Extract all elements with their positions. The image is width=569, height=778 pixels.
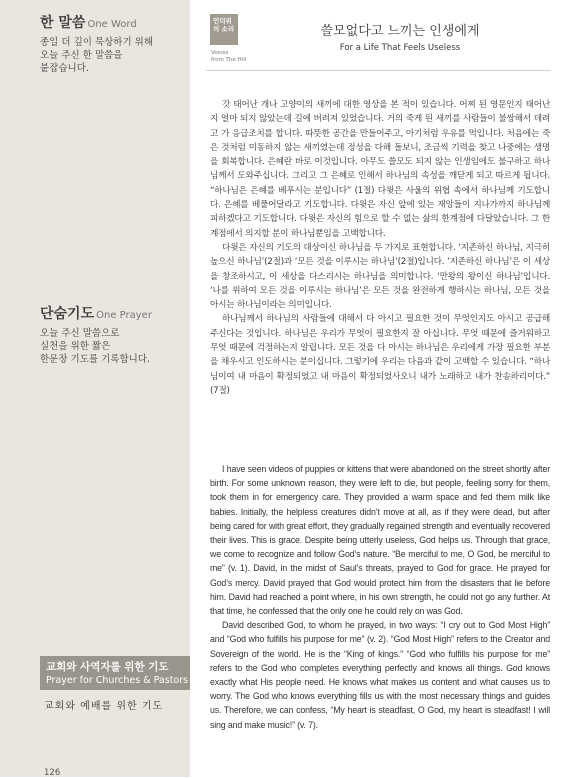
- english-body: [210, 462, 550, 732]
- section-badge: 언덕위의 소리: [210, 14, 238, 45]
- church-prayer-title-en: Prayer for Churches & Pastors: [46, 675, 189, 686]
- article-subtitle: For a Life That Feels Useless: [339, 43, 461, 53]
- korean-paragraph: 갓 태어난 개나 고양이의 새끼에 대한 영상을 본 적이 있습니다. 어찌 된 영문인지 태어난 지 얼마 되지 않았는데 길에 버려져 있었습니다. 거의 죽게 된 새끼를 사람들이 불쌍해서 데려고 가 응급조치를 합니다. 따뜻한 공간을 만들어주고, 아기처럼 우유를 먹입니다. 처음에는 죽은 것처럼 미동하지 않는 새끼였는데 정성을 다해 돌보니, 조금씩 기력을 찾고 나중에는 생명을 회복합니다. 은혜란 바로 이것입니다. 아무도 쓸모도 되지 않는 인생임에도 불구하고 하나님께서 도와주십니다. 그리고 그 은혜로 인해서 하나님의 속성을 깨닫게 되고 따르게 됩니다. “하나님은 은혜를 베푸시는 분입니다” (1절) 다윗은 사울의 위협 속에서 하나님께 기도합니다. 은혜를 베풀어달라고 기도합니다. 다윗은 자신 앞에 있는 재앙들이 지나가까지 하나님께 피하겠다고 기도합니다. 다윗은 자신의 힘으로 할 수 없는 삶의 한계점에 다달았습니다. 그 한계점에서 의지할 분이 하나님뿐임을 고백합니다.: [210, 100, 550, 239]
- one-word-title-ko: 한 말씀: [40, 15, 86, 31]
- english-paragraph: David described God, to whom he prayed, in two ways: “I cry out to God Most High” and “God who fulfills his purpose for me” (v. 2). “God Most High” refers to the Creator and Sovereign of the world. He is the “King of kings.” “God who fulfills his purpose for me” refers to the God who completes everything perfectly and knows all things. God knows exactly what His people need. He knows what makes us content and what causes us to worry. The God who knows everything fills us with the most necessary things and guides us. Therefore, we can confess, “My heart is steadfast, O God, my heart is steadfast! I will sing and make music!” (v. 7).: [210, 620, 550, 730]
- one-prayer-description: [40, 327, 152, 366]
- sidebar: [0, 0, 190, 777]
- header-divider: [206, 70, 551, 71]
- one-prayer-title: [40, 303, 152, 323]
- korean-paragraph: 하나님께서 하나님의 사람들에 대해서 다 아시고 필요한 것이 무엇인지도 아시고 공급해 주신다는 것입니다. 하나님은 우리가 무엇이 필요한지 잘 아십니다. 무엇 때문에 즐거워하고 무엇 때문에 걱정하는지 알립니다. 모든 것을 다 아시는 하나님은 우리에게 가장 필요한 부분을 채우시고 인도하시는 분이십니다. 그렇기에 우리는 다음과 같이 고백할 수 있습니다. “하나님이여 내 마음이 확정되었고 내 마음이 확정되었사오니 내가 노래하고 내가 찬송하리이다.” (7절): [210, 314, 550, 396]
- one-prayer-line: 실천을 위한 짧은: [40, 341, 111, 352]
- english-paragraph: I have seen videos of puppies or kittens that were abandoned on the street shortly after birth. For some unknown reason, they were left to die, but people, feeling sorry for them, took them in for emergency care. They provided a warm space and fed them milk like babies. Initially, the helpless creatures didn’t move at all, as if they were dead, but after being cared for with great effort, they gradually regained strength and eventually recovered their lives. This is grace. Despite being utterly useless, God helps us. Through that grace, we come to recognize and follow God’s nature. “Be merciful to me, O God, be merciful to me” (v. 1). David, in the midst of Saul’s threats, prayed to God for grace. He prayed for God’s mercy. David prayed that God would protect him from the disasters that lie before him. David had reached a point where, in his own strength, he could not go any further. At that time, he confessed that the only one he could rely on was God.: [210, 464, 550, 617]
- worship-prayer-label: 교회와 예배를 위한 기도: [44, 701, 164, 712]
- one-prayer-title-en: One Prayer: [96, 310, 152, 321]
- one-word-section: [40, 12, 153, 75]
- church-prayer-box: [40, 656, 190, 690]
- one-word-line: 오늘 주신 한 말씀을: [40, 50, 123, 61]
- one-word-description: [40, 36, 153, 75]
- korean-paragraph: 다윗은 자신의 기도의 대상이신 하나님을 두 가지로 표현합니다. ‘지존하신 하나님, 지극히 높으신 하나님’(2절)과 ‘모든 것을 이루시는 하나님’(2절)입니다. ‘지존하신 하나님’은 이 세상을 창조하시고, 이 세상을 다스리시는 하나님을 의미합니다. ‘만왕의 왕이신 하나님’입니다. ‘나를 위하여 모든 것을 이루시는 하나님’은 모든 것을 완전하게 행하시는 하나님, 모든 것을 아시는 하나님이라는 의미입니다.: [210, 242, 550, 311]
- one-word-line: 붙잡습니다.: [40, 63, 89, 74]
- korean-body: [210, 98, 550, 398]
- one-word-title-en: One Word: [87, 19, 137, 30]
- section-badge-en: [211, 50, 246, 64]
- page-number: 126: [44, 768, 61, 778]
- church-prayer-title-ko: 교회와 사역자를 위한 기도: [46, 661, 169, 673]
- one-prayer-section: [40, 303, 152, 366]
- one-word-line: 종일 더 깊이 묵상하기 위해: [40, 37, 154, 48]
- article-title: 쓸모없다고 느끼는 인생에게: [320, 24, 480, 39]
- section-badge-en-line: from The Hill: [211, 57, 247, 63]
- section-badge-en-line: Voices: [211, 50, 229, 56]
- one-prayer-line: 한문장 기도를 기록합니다.: [40, 354, 151, 365]
- one-prayer-title-ko: 단숨기도: [40, 306, 95, 322]
- one-prayer-line: 오늘 주신 말씀으로: [40, 328, 120, 339]
- one-word-title: [40, 12, 153, 32]
